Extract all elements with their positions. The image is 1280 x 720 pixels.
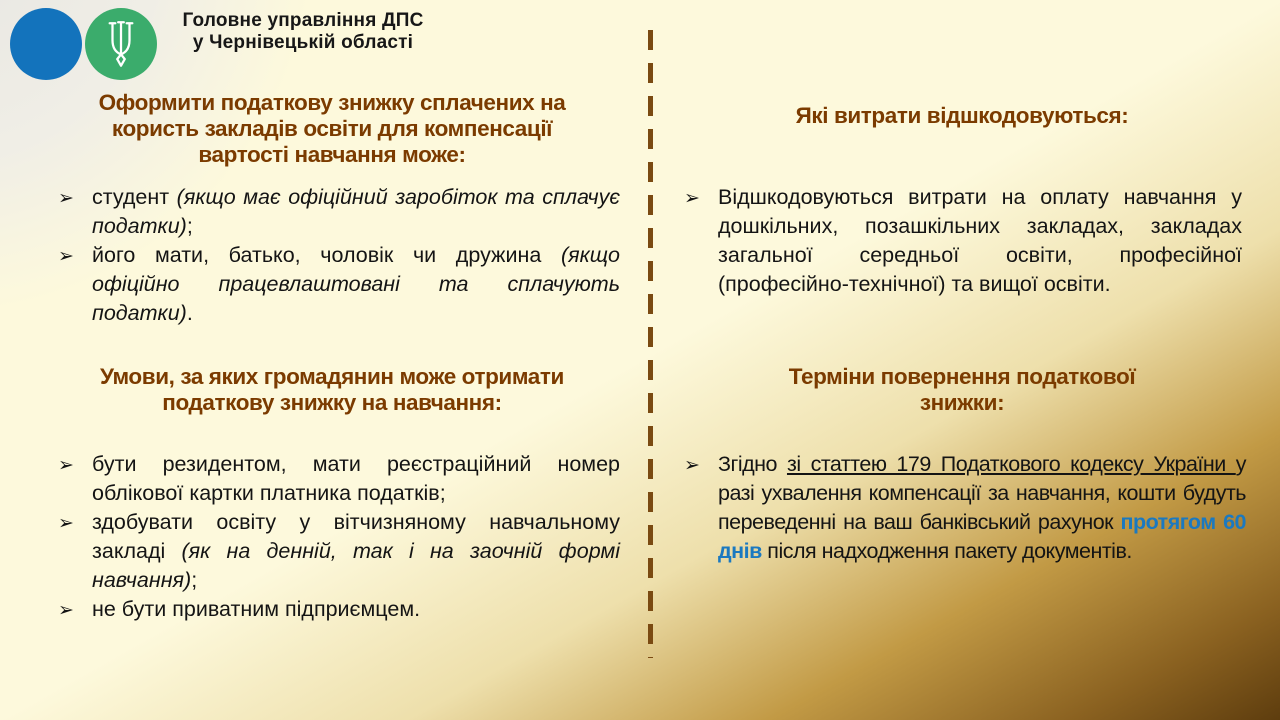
heading-line: користь закладів освіти для компенсації (111, 116, 553, 141)
org-name (158, 10, 448, 54)
arrow-bullet-icon: ➢ (58, 600, 74, 621)
list-item (684, 450, 1246, 566)
list-item (684, 183, 1242, 299)
heading-line: вартості навчання може: (198, 142, 466, 167)
list-item-text: бути резидентом, мати реєстраційний номер облікової картки платника податків; (92, 452, 620, 505)
header-logos (10, 8, 157, 80)
vertical-dashed-divider (648, 30, 653, 658)
right-heading-reimbursed-expenses (688, 103, 1236, 129)
list-item (58, 450, 620, 508)
arrow-bullet-icon: ➢ (684, 188, 700, 209)
right-heading-refund-terms (688, 364, 1236, 416)
list-item-text: Згідно зі статтею 179 Податкового кодексу України у разі ухвалення компенсації за навчання, кошти будуть переведенні на ваш банківський рахунок протягом 60 днів після надходження пакету документів. (718, 452, 1246, 563)
list-item (58, 241, 620, 328)
dps-blue-logo (10, 8, 82, 80)
right-list-reimbursed-expenses (684, 183, 1242, 299)
list-item-text: студент (якщо має офіційний заробіток та сплачує податки); (92, 185, 620, 238)
left-heading-conditions (58, 364, 606, 416)
arrow-bullet-icon: ➢ (58, 513, 74, 534)
org-name-line2: у Чернівецькій області (192, 32, 414, 53)
heading-line: податкову знижку на навчання: (162, 390, 502, 415)
arrow-bullet-icon: ➢ (684, 455, 700, 476)
list-item-text: не бути приватним підприємцем. (92, 597, 421, 621)
list-item-text: здобувати освіту у вітчизняному навчальному закладі (як на денній, так і на заочній формі навчання); (92, 510, 620, 592)
underlined-law-reference: зі статтею 179 Податкового кодексу України (786, 452, 1236, 476)
arrow-bullet-icon: ➢ (58, 246, 74, 267)
heading-line: Які витрати відшкодовуються: (795, 103, 1129, 128)
left-heading-who-can-apply (58, 90, 606, 168)
heading-line: Умови, за яких громадянин може отримати (100, 364, 564, 389)
org-name-line1: Головне управління ДПС (182, 10, 424, 31)
arrow-bullet-icon: ➢ (58, 455, 74, 476)
highlight-60-days: протягом 60 днів (718, 510, 1246, 563)
left-list-eligible-persons (58, 183, 620, 328)
left-list-conditions (58, 450, 620, 624)
list-item (58, 595, 620, 624)
arrow-bullet-icon: ➢ (58, 188, 74, 209)
list-item (58, 508, 620, 595)
ukraine-trident-logo (85, 8, 157, 80)
heading-line: знижки: (919, 390, 1005, 415)
trident-icon (104, 19, 138, 69)
heading-line: Оформити податкову знижку сплачених на (98, 90, 566, 115)
right-list-refund-terms (684, 450, 1246, 566)
list-item-text: його мати, батько, чоловік чи дружина (якщо офіційно працевлаштовані та сплачують податки). (92, 243, 620, 325)
list-item (58, 183, 620, 241)
heading-line: Терміни повернення податкової (788, 364, 1136, 389)
list-item-text: Відшкодовуються витрати на оплату навчання у дошкільних, позашкільних закладах, закладах загальної середньої освіти, професійної (професійно-технічної) та вищої освіти. (718, 185, 1242, 296)
